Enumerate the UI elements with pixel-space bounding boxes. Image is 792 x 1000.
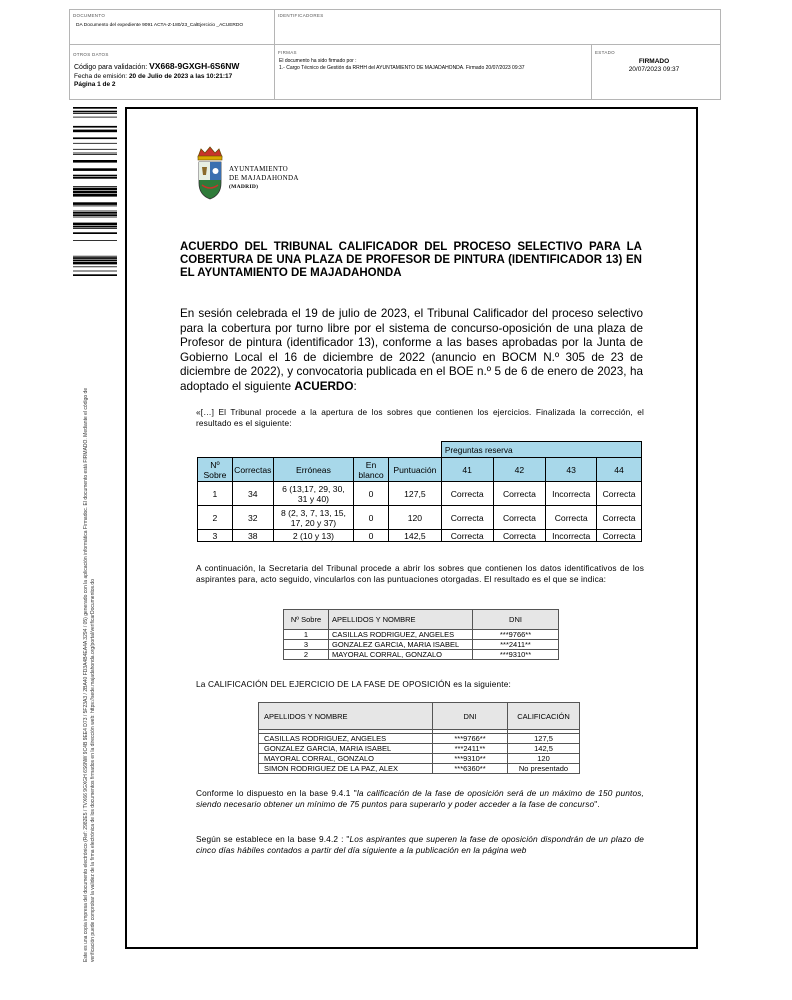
table-cell: ***6360** <box>433 764 508 774</box>
table-cell: CASILLAS RODRIGUEZ, ANGELES <box>259 734 433 744</box>
table-row <box>284 650 559 660</box>
th-sobre: Nº Sobre <box>284 610 329 630</box>
table-cell: No presentado <box>508 764 580 774</box>
para4-italic: la calificación de la fase de oposición será de un máximo de 150 puntos, siendo necesario obtener un mínimo de 75 puntos para superarlo y poder acceder a la fase de concurso <box>196 788 645 809</box>
table-cell: 1 <box>198 482 233 506</box>
header-documento-box <box>69 9 275 45</box>
table-cell: 38 <box>232 530 273 542</box>
table-cell: 6 (13,17, 29, 30, 31 y 40) <box>273 482 353 506</box>
document-title: ACUERDO DEL TRIBUNAL CALIFICADOR DEL PROCESO SELECTIVO PARA LA COBERTURA DE UNA PLAZA DE PROFESOR DE PINTURA (IDENTIFICADOR 13) EN EL AYUNTAMIENTO DE MAJADAHONDA <box>180 241 642 279</box>
table-cell: MAYORAL CORRAL, GONZALO <box>259 754 433 764</box>
header-estado-box <box>591 44 721 100</box>
codigo-line <box>74 61 239 71</box>
table-row <box>284 630 559 640</box>
table-cell: ***9310** <box>433 754 508 764</box>
th-apellidos: APELLIDOS Y NOMBRE <box>329 610 473 630</box>
identification-table <box>283 609 559 660</box>
logo-line2: DE MAJADAHONDA <box>229 174 299 182</box>
table-cell: 0 <box>354 482 389 506</box>
th-puntuacion: Puntuación <box>388 458 441 482</box>
th-apellidos: APELLIDOS Y NOMBRE <box>259 703 433 730</box>
identificadores-label: IDENTIFICADORES <box>278 13 324 18</box>
table-cell: MAYORAL CORRAL, GONZALO <box>329 650 473 660</box>
para5-pre: Según se establece en la base 9.4.2 : " <box>196 834 350 844</box>
table-cell: CASILLAS RODRIGUEZ, ANGELES <box>329 630 473 640</box>
codigo-value: VX668-9GXGH-6S6NW <box>149 61 240 71</box>
intro-paragraph <box>180 307 643 395</box>
para4-post: ". <box>594 799 600 809</box>
calificacion-table <box>258 702 580 774</box>
table-cell: 2 (10 y 13) <box>273 530 353 542</box>
firmas-line1: El documento ha sido firmado por : <box>279 58 357 64</box>
table-cell: Correcta <box>597 506 642 530</box>
barcode-image <box>73 107 117 277</box>
table-row <box>284 640 559 650</box>
documento-label: DOCUMENTO <box>73 13 106 18</box>
th-q41: 41 <box>441 458 493 482</box>
intro-acuerdo: ACUERDO <box>294 379 354 393</box>
documento-value: DA Documento del expediente 9091 ACTA-Z-180/23_CalEjercicio _ACUERDO <box>76 23 244 28</box>
th-erroneas: Erróneas <box>273 458 353 482</box>
table2-header-row <box>284 610 559 630</box>
logo-line1: AYUNTAMIENTO <box>229 165 289 173</box>
calificacion-paragraph: La CALIFICACIÓN DEL EJERCICIO DE LA FASE DE OPOSICIÓN es la siguiente: <box>196 679 511 689</box>
group-header-preguntas: Preguntas reserva <box>441 442 641 458</box>
table-cell: Correcta <box>441 482 493 506</box>
table-cell: 120 <box>508 754 580 764</box>
table-cell: Correcta <box>546 506 597 530</box>
intro-text: En sesión celebrada el 19 de julio de 2023, el Tribunal Calificador del proceso selectivo para la cobertura por turno libre por el sistema de concurso-oposición de una plaza de Profesor de pintura (identificador 13), conforme a las bases aprobadas por la Junta de Gobierno Local el 16 de diciembre de 2022 (anuncio en BOCM N.º 305 de 23 de diciembre de 2022), y convocatoria publicada en el BOE n.º 5 de 6 de enero de 2023, ha adoptado el siguiente <box>180 307 643 393</box>
table-cell: Correcta <box>493 482 546 506</box>
table-cell: 2 <box>198 506 233 530</box>
table-row <box>198 530 642 542</box>
table-cell: ***9310** <box>473 650 559 660</box>
table-cell: 0 <box>354 530 389 542</box>
table-cell: 120 <box>388 506 441 530</box>
th-dni: DNI <box>473 610 559 630</box>
table-cell: ***9766** <box>473 630 559 640</box>
header-identificadores-box <box>274 9 721 45</box>
estado-fecha: 20/07/2023 09:37 <box>628 66 680 73</box>
header-firmas-box <box>274 44 592 100</box>
firmas-label: FIRMAS <box>278 50 297 55</box>
table-cell: 142,5 <box>388 530 441 542</box>
table-cell: Correcta <box>441 506 493 530</box>
results-table <box>197 441 642 542</box>
th-q44: 44 <box>597 458 642 482</box>
table-cell: GONZALEZ GARCIA, MARIA ISABEL <box>329 640 473 650</box>
fecha-value: 20 de Julio de 2023 a las 10:21:17 <box>128 73 233 80</box>
side-verification-text-2: verificación puede comprobar la validez de la firma electrónica de los documentos firmados en la dirección web: https://sede.majadahonda.org/portal/verificarDocumentos.do <box>90 579 96 962</box>
table-cell: 127,5 <box>388 482 441 506</box>
table-cell: 8 (2, 3, 7, 13, 15, 17, 20 y 37) <box>273 506 353 530</box>
estado-label: ESTADO <box>595 50 615 55</box>
th-en-blanco: En blanco <box>354 458 389 482</box>
th-q43: 43 <box>546 458 597 482</box>
table-cell: 127,5 <box>508 734 580 744</box>
header-otros-box <box>69 44 275 100</box>
table-cell: Incorrecta <box>546 530 597 542</box>
th-sobre: Nº Sobre <box>198 458 233 482</box>
table-cell: ***2411** <box>433 744 508 754</box>
table-cell: 34 <box>232 482 273 506</box>
table-row <box>259 734 580 744</box>
table-row <box>198 482 642 506</box>
fecha-prefix: Fecha de emisión: <box>74 73 128 80</box>
quote-paragraph: «[…] El Tribunal procede a la apertura de los sobres que contienen los ejercicios. Finalizada la corrección, el resultado es el siguiente: <box>196 407 644 428</box>
table-cell: Correcta <box>493 530 546 542</box>
table-cell: 32 <box>232 506 273 530</box>
table1-header-row <box>198 458 642 482</box>
logo-line3: (MADRID) <box>229 184 259 190</box>
estado-value: FIRMADO <box>638 58 670 65</box>
table-cell: 142,5 <box>508 744 580 754</box>
codigo-prefix: Código para validación: <box>74 64 148 71</box>
table-cell: 3 <box>198 530 233 542</box>
table-cell: 1 <box>284 630 329 640</box>
para4-pre: Conforme lo dispuesto en la base 9.4.1 " <box>196 788 357 798</box>
base-942-paragraph <box>196 834 644 856</box>
th-q42: 42 <box>493 458 546 482</box>
side-verification-text-1: Este es una copia impresa del documento electrónico (Ref: 2982E5 / TVX66 9GXGH 6S6NW 9C4B 9EE4 D73 / 5F23A3 / 2BA40 FD3A4B4EA4A 3294 / 05) generado con la aplicación informática Firmadoc. El documento está FIRMADO. Mediante el código de <box>83 387 89 962</box>
table3-header-row <box>259 703 580 730</box>
para5-italic: Los aspirantes que superen la fase de oposición dispondrán de un plazo de cinco días hábiles contados a partir del día siguiente a la publicación en la página web <box>196 834 644 855</box>
base-941-paragraph <box>196 788 644 810</box>
table-cell: Correcta <box>493 506 546 530</box>
table-cell: Correcta <box>441 530 493 542</box>
table-cell: 0 <box>354 506 389 530</box>
table-row <box>259 744 580 754</box>
table-row <box>259 754 580 764</box>
table-cell: 2 <box>284 650 329 660</box>
fecha-line <box>74 73 232 80</box>
table-cell: Correcta <box>597 530 642 542</box>
majadahonda-crest-logo <box>193 145 227 203</box>
identification-paragraph: A continuación, la Secretaria del Tribunal procede a abrir los sobres que contienen los datos identificativos de los aspirantes para, acto seguido, vincularlos con las puntuaciones otorgadas. El resultado es el que se indica: <box>196 563 644 584</box>
table-cell: Incorrecta <box>546 482 597 506</box>
table-cell: ***2411** <box>473 640 559 650</box>
th-correctas: Correctas <box>232 458 273 482</box>
table-row <box>198 506 642 530</box>
th-dni: DNI <box>433 703 508 730</box>
th-calificacion: CALIFICACIÓN <box>508 703 580 730</box>
table-row <box>259 764 580 774</box>
intro-end: : <box>353 379 357 393</box>
otros-label: OTROS DATOS <box>73 52 109 57</box>
table-cell: GONZALEZ GARCIA, MARIA ISABEL <box>259 744 433 754</box>
table-cell: ***9766** <box>433 734 508 744</box>
table-cell: Correcta <box>597 482 642 506</box>
firmas-line2: 1.- Cargo Técnico de Gestión da RRHH del AYUNTAMIENTO DE MAJADAHONDA. Firmado 20/07/2023 09:37 <box>279 65 525 71</box>
table-cell: 3 <box>284 640 329 650</box>
table-cell: SIMON RODRIGUEZ DE LA PAZ, ALEX <box>259 764 433 774</box>
pagina-value: Página 1 de 2 <box>74 81 116 88</box>
